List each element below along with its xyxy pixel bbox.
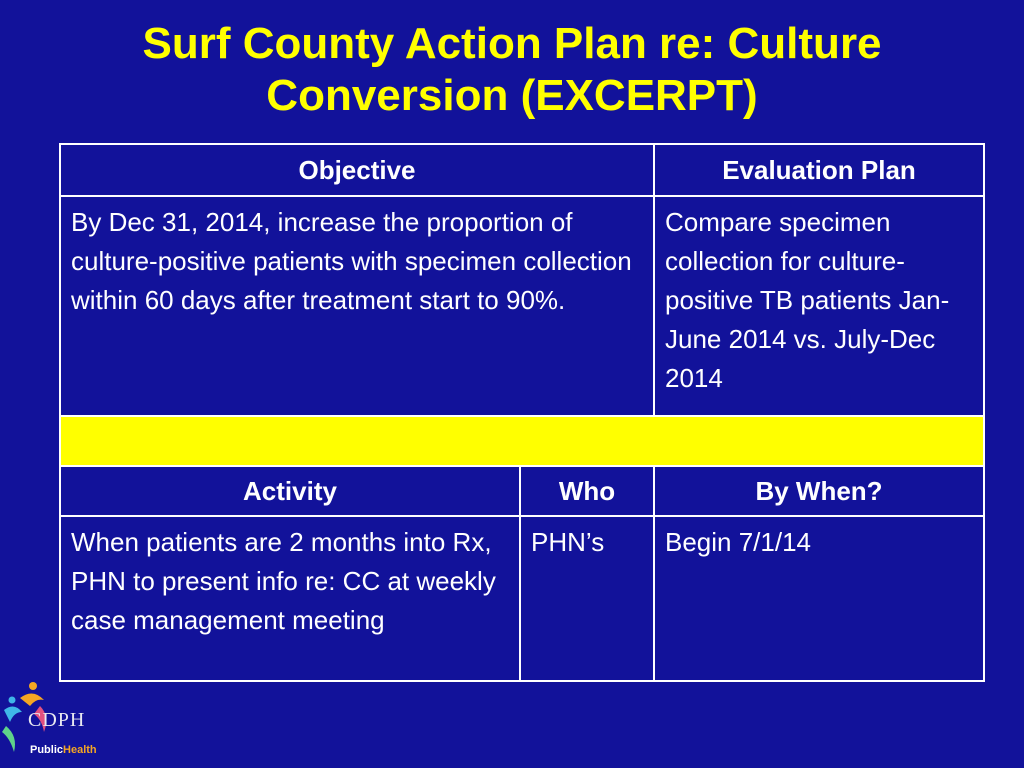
evaluation-plan-header: Evaluation Plan xyxy=(654,144,984,196)
who-header: Who xyxy=(520,466,654,516)
slide-title-line2: Conversion (EXCERPT) xyxy=(266,71,758,120)
who-cell: PHN’s xyxy=(520,516,654,681)
objective-row xyxy=(60,196,984,416)
activity-cell: When patients are 2 months into Rx, PHN to present info re: CC at weekly case management meeting xyxy=(60,516,520,681)
activity-header: Activity xyxy=(60,466,520,516)
separator-row xyxy=(60,416,984,466)
logo-subtext xyxy=(30,744,97,756)
objective-header: Objective xyxy=(60,144,654,196)
logo-sub-health: Health xyxy=(63,744,97,756)
separator-bar xyxy=(60,416,984,466)
action-plan-table xyxy=(59,143,985,682)
by-when-cell: Begin 7/1/14 xyxy=(654,516,984,681)
logo-sub-public: Public xyxy=(30,744,64,756)
objective-cell: By Dec 31, 2014, increase the proportion of culture-positive patients with specimen collection within 60 days after treatment start to 90%. xyxy=(60,196,654,416)
by-when-header: By When? xyxy=(654,466,984,516)
activity-row xyxy=(60,516,984,681)
activity-header-row xyxy=(60,466,984,516)
evaluation-plan-cell: Compare specimen collection for culture-positive TB patients Jan-June 2014 vs. July-Dec 2014 xyxy=(654,196,984,416)
objective-header-row xyxy=(60,144,984,196)
slide-title xyxy=(0,18,1024,122)
slide-title-line1: Surf County Action Plan re: Culture xyxy=(142,19,882,68)
logo-text: CDPH xyxy=(28,709,86,731)
